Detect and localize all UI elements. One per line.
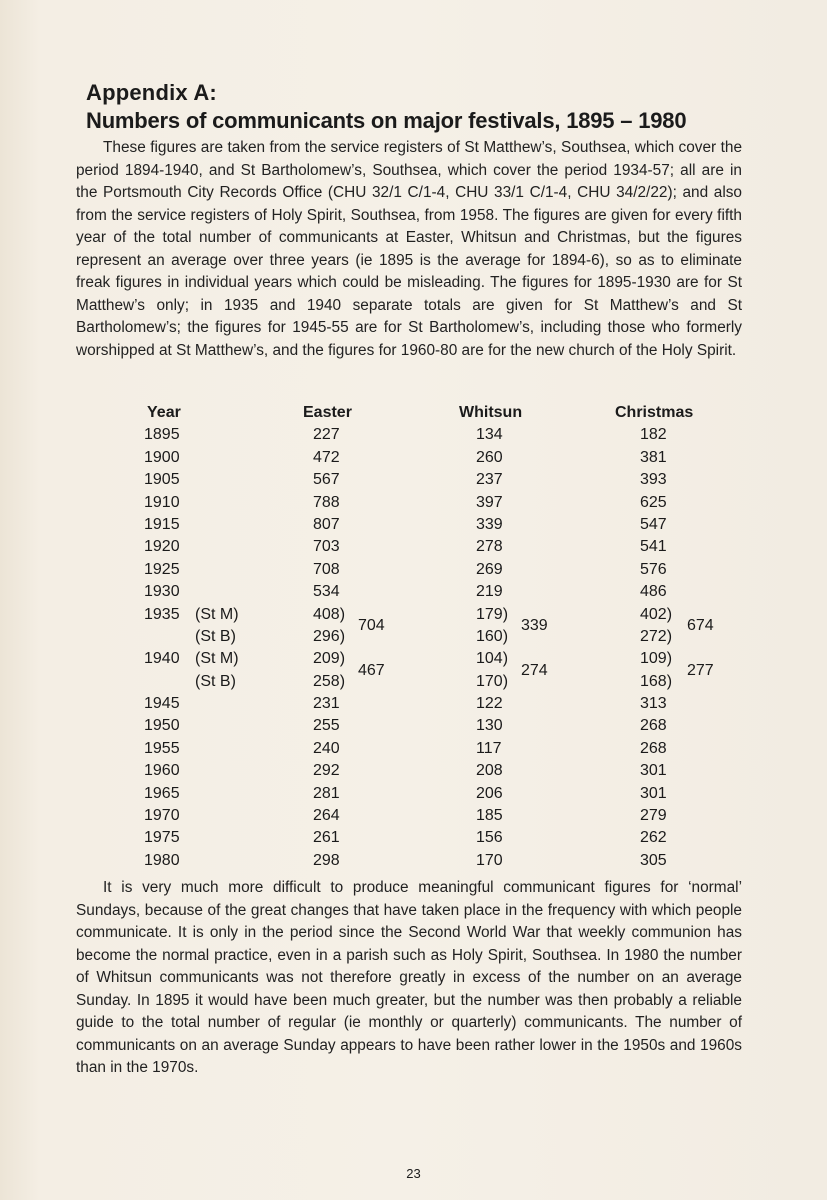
table-row [0,581,827,603]
year-cell: 1915 [144,515,180,533]
christmas-cell: 168) [640,672,673,690]
whitsun-cell: 260 [476,448,503,466]
page-number: 23 [406,1166,421,1181]
year-cell: 1895 [144,426,180,444]
table-header-row [0,402,827,424]
header-easter: Easter [303,404,352,421]
christmas-cell: 486 [640,583,667,601]
whitsun-cell: 397 [476,493,503,511]
table-row [0,850,827,872]
whitsun-cell: 206 [476,784,503,802]
year-cell: 1940 [144,650,180,668]
table-row [0,693,827,715]
whitsun-cell: 269 [476,560,503,578]
church-cell: (St M) [195,605,239,623]
christmas-cell: 381 [640,448,667,466]
whitsun-cell: 339 [476,515,503,533]
year-cell: 1920 [144,538,180,556]
combined-total-easter: 704 [358,616,385,634]
combined-total-whitsun: 274 [521,661,548,679]
easter-cell: 240 [313,739,340,757]
easter-cell: 708 [313,560,340,578]
header-christmas: Christmas [615,404,694,421]
year-cell: 1945 [144,695,180,713]
easter-cell: 258) [313,672,346,690]
easter-cell: 788 [313,493,340,511]
whitsun-cell: 134 [476,426,503,444]
easter-cell: 296) [313,627,346,645]
whitsun-cell: 170) [476,672,509,690]
christmas-cell: 625 [640,493,667,511]
easter-cell: 703 [313,538,340,556]
table-row [0,469,827,491]
whitsun-cell: 156 [476,829,503,847]
christmas-cell: 262 [640,829,667,847]
whitsun-cell: 208 [476,762,503,780]
year-cell: 1955 [144,739,180,757]
whitsun-cell: 219 [476,583,503,601]
easter-cell: 567 [313,471,340,489]
table-row [0,514,827,536]
header-year: Year [147,404,181,421]
year-cell: 1975 [144,829,180,847]
whitsun-cell: 130 [476,717,503,735]
intro-paragraph: These figures are taken from the service registers of St Matthew’s, Southsea, which cover the period 1894-1940, and St Bartholomew’s, Southsea, which cover the period 1934-57; all are in the Portsmouth City Records Office (CHU 32/1 C/1-4, CHU 33/1 C/1-4, CHU 34/2/22); and also from the service registers of Holy Spirit, Southsea, from 1958. The figures are given for every fifth year of the total number of communicants at Easter, Whitsun and Christmas, but the figures represent an average over three years (ie 1895 is the average for 1894-6), so as to eliminate freak figures in individual years which could be misleading. The figures for 1895-1930 are for St Matthew’s only; in 1935 and 1940 separate totals are given for St Matthew’s and St Bartholomew’s; the figures for 1945-55 are for St Bartholomew’s, including those who formerly worshipped at St Matthew’s, and the figures for 1960-80 are for the new church of the Holy Spirit. [76,139,742,359]
christmas-cell: 272) [640,627,673,645]
easter-cell: 807 [313,515,340,533]
church-cell: (St B) [195,627,236,645]
easter-cell: 209) [313,650,346,668]
whitsun-cell: 104) [476,650,509,668]
easter-cell: 408) [313,605,346,623]
christmas-cell: 268 [640,717,667,735]
whitsun-cell: 170 [476,851,503,869]
combined-total-easter: 467 [358,661,385,679]
year-cell: 1925 [144,560,180,578]
table-row [0,783,827,805]
easter-cell: 298 [313,851,340,869]
whitsun-cell: 278 [476,538,503,556]
whitsun-cell: 185 [476,807,503,825]
communicants-table [0,402,827,872]
christmas-cell: 393 [640,471,667,489]
table-row [0,715,827,737]
whitsun-cell: 117 [476,739,502,757]
year-cell: 1910 [144,493,180,511]
easter-cell: 255 [313,717,340,735]
year-cell: 1980 [144,851,180,869]
closing-paragraph: It is very much more difficult to produce meaningful communicant figures for ‘normal’ Sundays, because of the great changes that have taken place in the frequency with which people communicate. It is only in the period since the Second World War that weekly communion has become the normal practice, even in a parish such as Holy Spirit, Southsea. In 1980 the number of Whitsun communicants was not therefore greatly in excess of the number on an average Sunday. In 1895 it would have been much greater, but the number was then probably a reliable guide to the total number of regular (ie monthly or quarterly) communicants. The number of communicants on an average Sunday appears to have been rather lower in the 1950s and 1960s than in the 1970s. [76,879,742,1076]
table-row [0,738,827,760]
table-row [0,827,827,849]
christmas-cell: 305 [640,851,667,869]
easter-cell: 534 [313,583,340,601]
church-cell: (St B) [195,672,236,690]
whitsun-cell: 237 [476,471,503,489]
year-cell: 1960 [144,762,180,780]
easter-cell: 227 [313,426,340,444]
christmas-cell: 313 [640,695,667,713]
table-row [0,447,827,469]
year-cell: 1905 [144,471,180,489]
table-row [0,536,827,558]
christmas-cell: 279 [640,807,667,825]
easter-cell: 472 [313,448,340,466]
church-cell: (St M) [195,650,239,668]
easter-cell: 264 [313,807,340,825]
table-row [0,760,827,782]
combined-total-whitsun: 339 [521,616,548,634]
christmas-cell: 301 [640,784,667,802]
year-cell: 1930 [144,583,180,601]
table-row [0,492,827,514]
christmas-cell: 576 [640,560,667,578]
christmas-cell: 268 [640,739,667,757]
table-row [0,424,827,446]
christmas-cell: 541 [640,538,667,556]
whitsun-cell: 122 [476,695,503,713]
christmas-cell: 402) [640,605,673,623]
easter-cell: 231 [313,695,340,713]
whitsun-cell: 160) [476,627,509,645]
table-row [0,559,827,581]
easter-cell: 292 [313,762,340,780]
christmas-cell: 182 [640,426,667,444]
combined-total-christmas: 277 [687,661,714,679]
christmas-cell: 301 [640,762,667,780]
whitsun-cell: 179) [476,605,509,623]
easter-cell: 281 [313,784,340,802]
year-cell: 1950 [144,717,180,735]
year-cell: 1965 [144,784,180,802]
appendix-subtitle: Numbers of communicants on major festivals, 1895 – 1980 [86,108,687,133]
year-cell: 1935 [144,605,180,623]
table-body [0,424,827,872]
appendix-title: Appendix A: [86,80,217,105]
christmas-cell: 109) [640,650,673,668]
easter-cell: 261 [313,829,340,847]
year-cell: 1900 [144,448,180,466]
christmas-cell: 547 [640,515,667,533]
table-row [0,805,827,827]
year-cell: 1970 [144,807,180,825]
combined-total-christmas: 674 [687,616,714,634]
header-whitsun: Whitsun [459,404,523,421]
